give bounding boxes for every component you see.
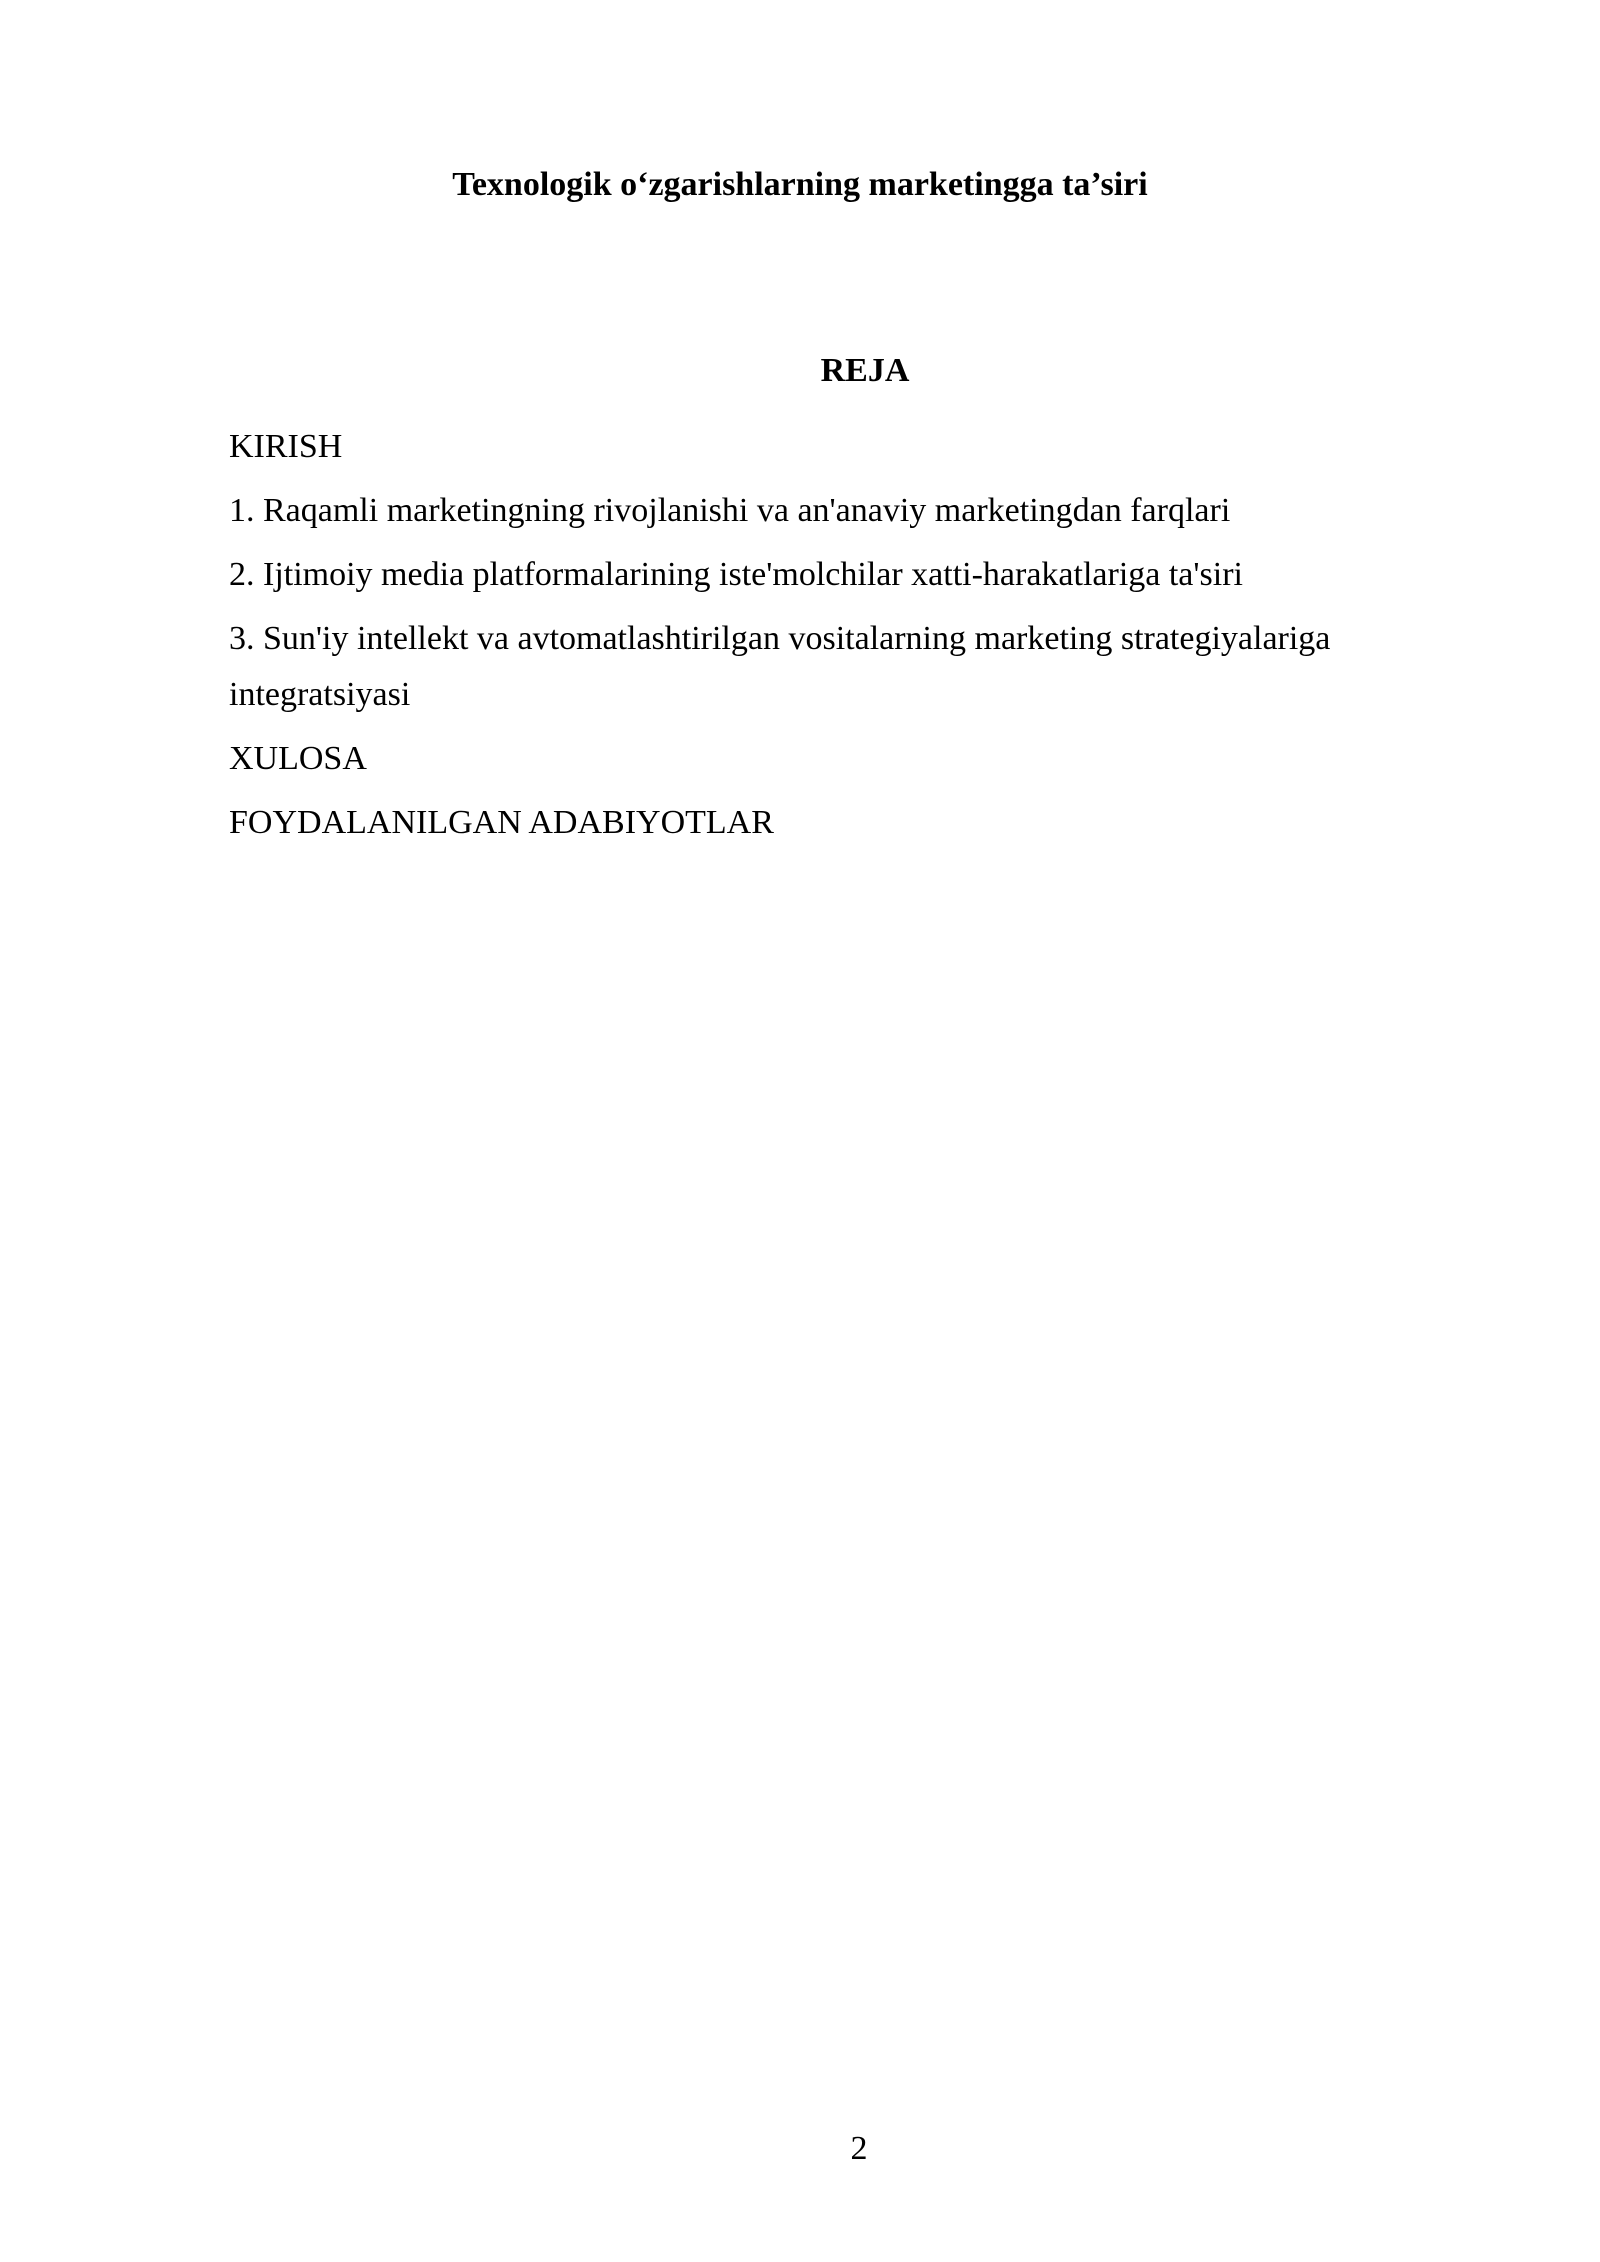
page-number: 2 (850, 2130, 868, 2167)
plan-item-conclusion: XULOSA (229, 740, 367, 777)
plan-item-2: 2. Ijtimoiy media platformalarining iste'molchilar xatti-harakatlariga ta'siri (229, 556, 1243, 593)
plan-list (229, 419, 1469, 859)
plan-item-3: 3. Sun'iy intellekt va avtomatlashtirilgan vositalarning marketing strategiyalariga integratsiyasi (229, 620, 1331, 713)
plan-item-1: 1. Raqamli marketingning rivojlanishi va an'anaviy marketingdan farqlari (229, 492, 1231, 529)
plan-item-introduction: KIRISH (229, 428, 343, 465)
plan-heading: REJA (820, 352, 910, 389)
document-title: Texnologik o‘zgarishlarning marketingga ta’siri (452, 166, 1148, 203)
plan-item-references: FOYDALANILGAN ADABIYOTLAR (229, 804, 774, 841)
